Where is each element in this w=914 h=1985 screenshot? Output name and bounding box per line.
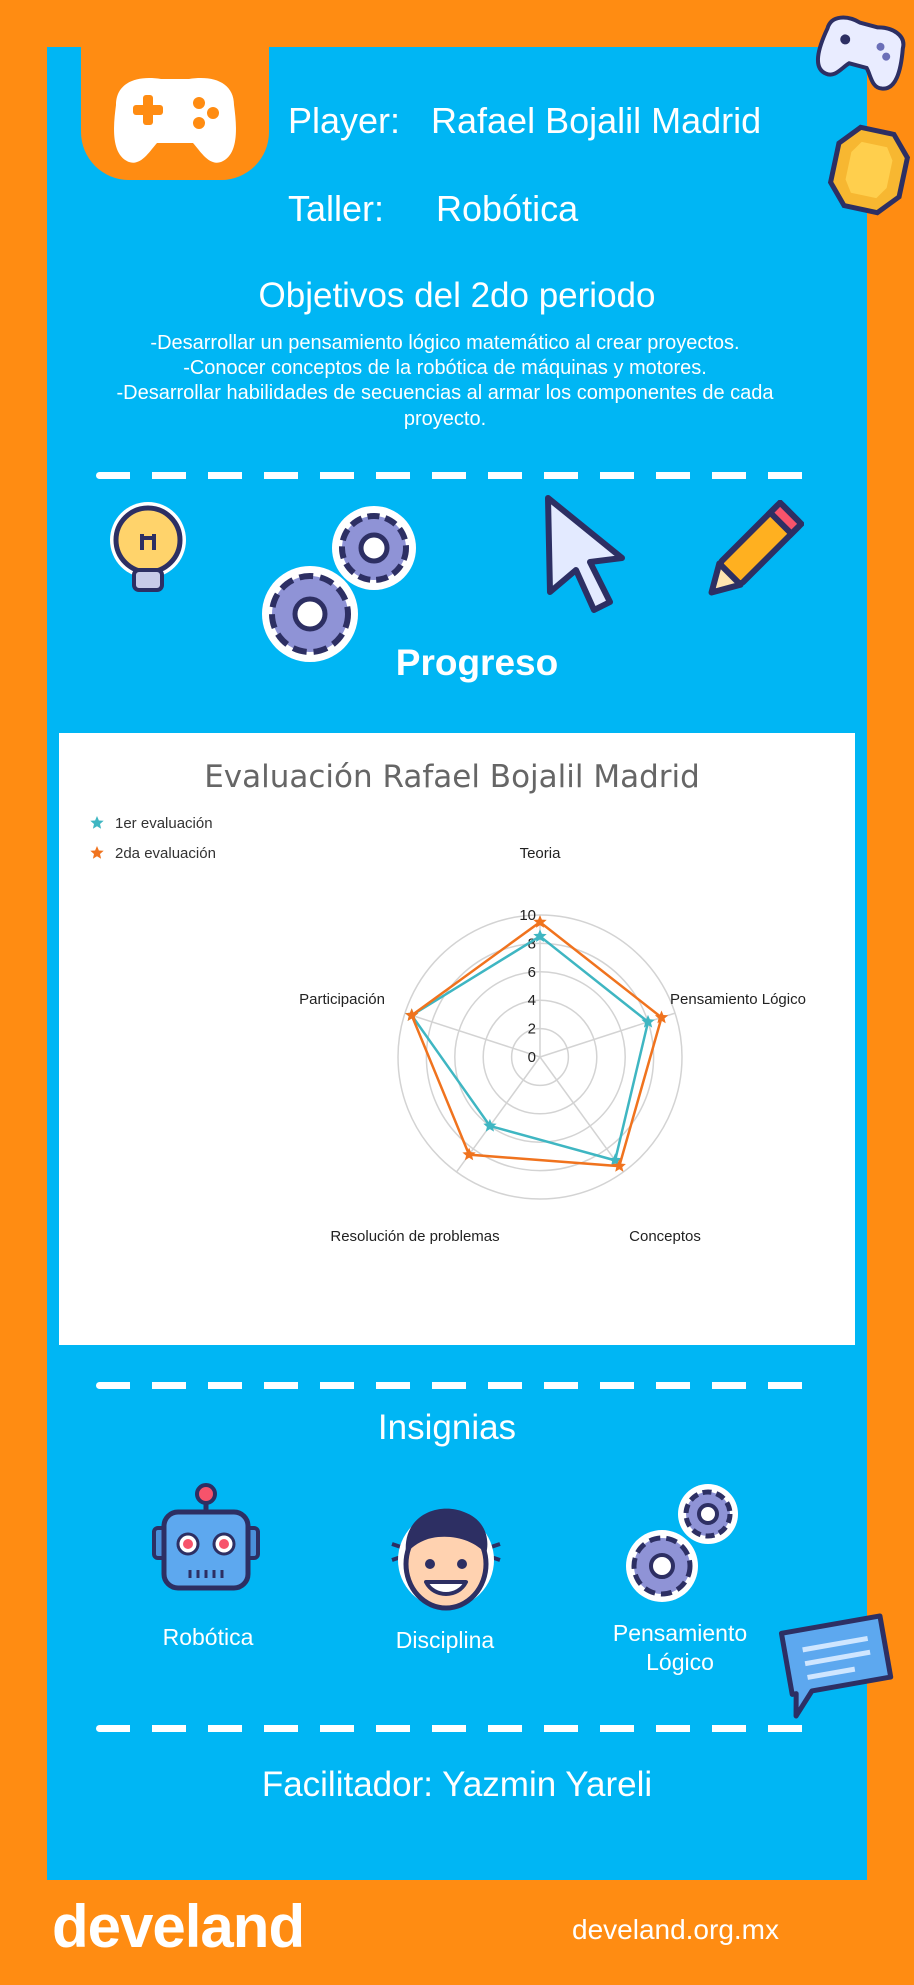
radar-spoke bbox=[540, 1013, 675, 1057]
divider bbox=[96, 1725, 806, 1732]
legend-marker bbox=[90, 816, 103, 829]
chat-bubble-icon bbox=[774, 1612, 902, 1720]
radar-chart bbox=[59, 733, 855, 1345]
taller-name: Robótica bbox=[436, 188, 579, 229]
radar-axis-label: Teoria bbox=[519, 845, 561, 862]
lightbulb-icon bbox=[100, 494, 196, 606]
radar-axis-label: Participación bbox=[299, 991, 385, 1008]
radar-tick-label: 8 bbox=[527, 935, 536, 953]
radar-point bbox=[405, 1008, 418, 1021]
objective-item: -Conocer conceptos de la robótica de máquinas y motores. bbox=[183, 357, 707, 379]
radar-tick-label: 0 bbox=[527, 1049, 536, 1066]
objective-item: -Desarrollar un pensamiento lógico matemático al crear proyectos. bbox=[150, 332, 740, 354]
boy-face-icon bbox=[382, 1494, 510, 1618]
divider bbox=[96, 1382, 806, 1389]
gem-icon bbox=[824, 120, 914, 220]
website-url: develand.org.mx bbox=[572, 1914, 780, 1945]
objectives-title: Objetivos del 2do periodo bbox=[258, 276, 656, 315]
cursor-icon bbox=[540, 492, 630, 616]
radar-tick-label: 6 bbox=[527, 963, 536, 981]
badge-label-pensamiento: Pensamiento Lógico bbox=[612, 1620, 748, 1675]
radar-axis-label: Resolución de problemas bbox=[330, 1228, 500, 1245]
radar-axis-label: Conceptos bbox=[629, 1228, 701, 1245]
insignias-title: Insignias bbox=[377, 1408, 517, 1447]
legend-label: 1er evaluación bbox=[115, 815, 213, 832]
divider bbox=[96, 472, 806, 479]
radar-chart-card bbox=[59, 733, 855, 1345]
taller-label: Taller: bbox=[288, 188, 385, 229]
gears-icon bbox=[622, 1484, 746, 1606]
gamepad-icon bbox=[81, 47, 269, 180]
player-name: Rafael Bojalil Madrid bbox=[431, 100, 762, 141]
pencil-icon bbox=[694, 500, 804, 610]
radar-tick-label: 4 bbox=[527, 992, 536, 1010]
legend-label: 2da evaluación bbox=[115, 845, 216, 862]
progress-title: Progreso bbox=[395, 642, 559, 683]
robot-icon bbox=[150, 1482, 262, 1598]
legend-marker bbox=[90, 846, 103, 859]
brand-logo: develand bbox=[52, 1893, 305, 1960]
player-label: Player: bbox=[288, 100, 401, 141]
facilitador: Facilitador: Yazmin Yareli bbox=[261, 1765, 653, 1804]
badge-label-disciplina: Disciplina bbox=[395, 1627, 495, 1653]
radar-tick-label: 2 bbox=[527, 1020, 536, 1038]
radar-tick-label: 10 bbox=[519, 907, 536, 924]
radar-spoke bbox=[540, 1057, 623, 1172]
controller-icon bbox=[808, 8, 914, 100]
objective-item: -Desarrollar habilidades de secuencias al armar los componentes de cada proyecto. bbox=[116, 382, 774, 430]
chart-title: Evaluación Rafael Bojalil Madrid bbox=[204, 759, 700, 795]
badge-label-robotica: Robótica bbox=[162, 1624, 254, 1650]
radar-axis-label: Pensamiento Lógico bbox=[670, 991, 806, 1008]
logo-tab bbox=[81, 47, 269, 180]
